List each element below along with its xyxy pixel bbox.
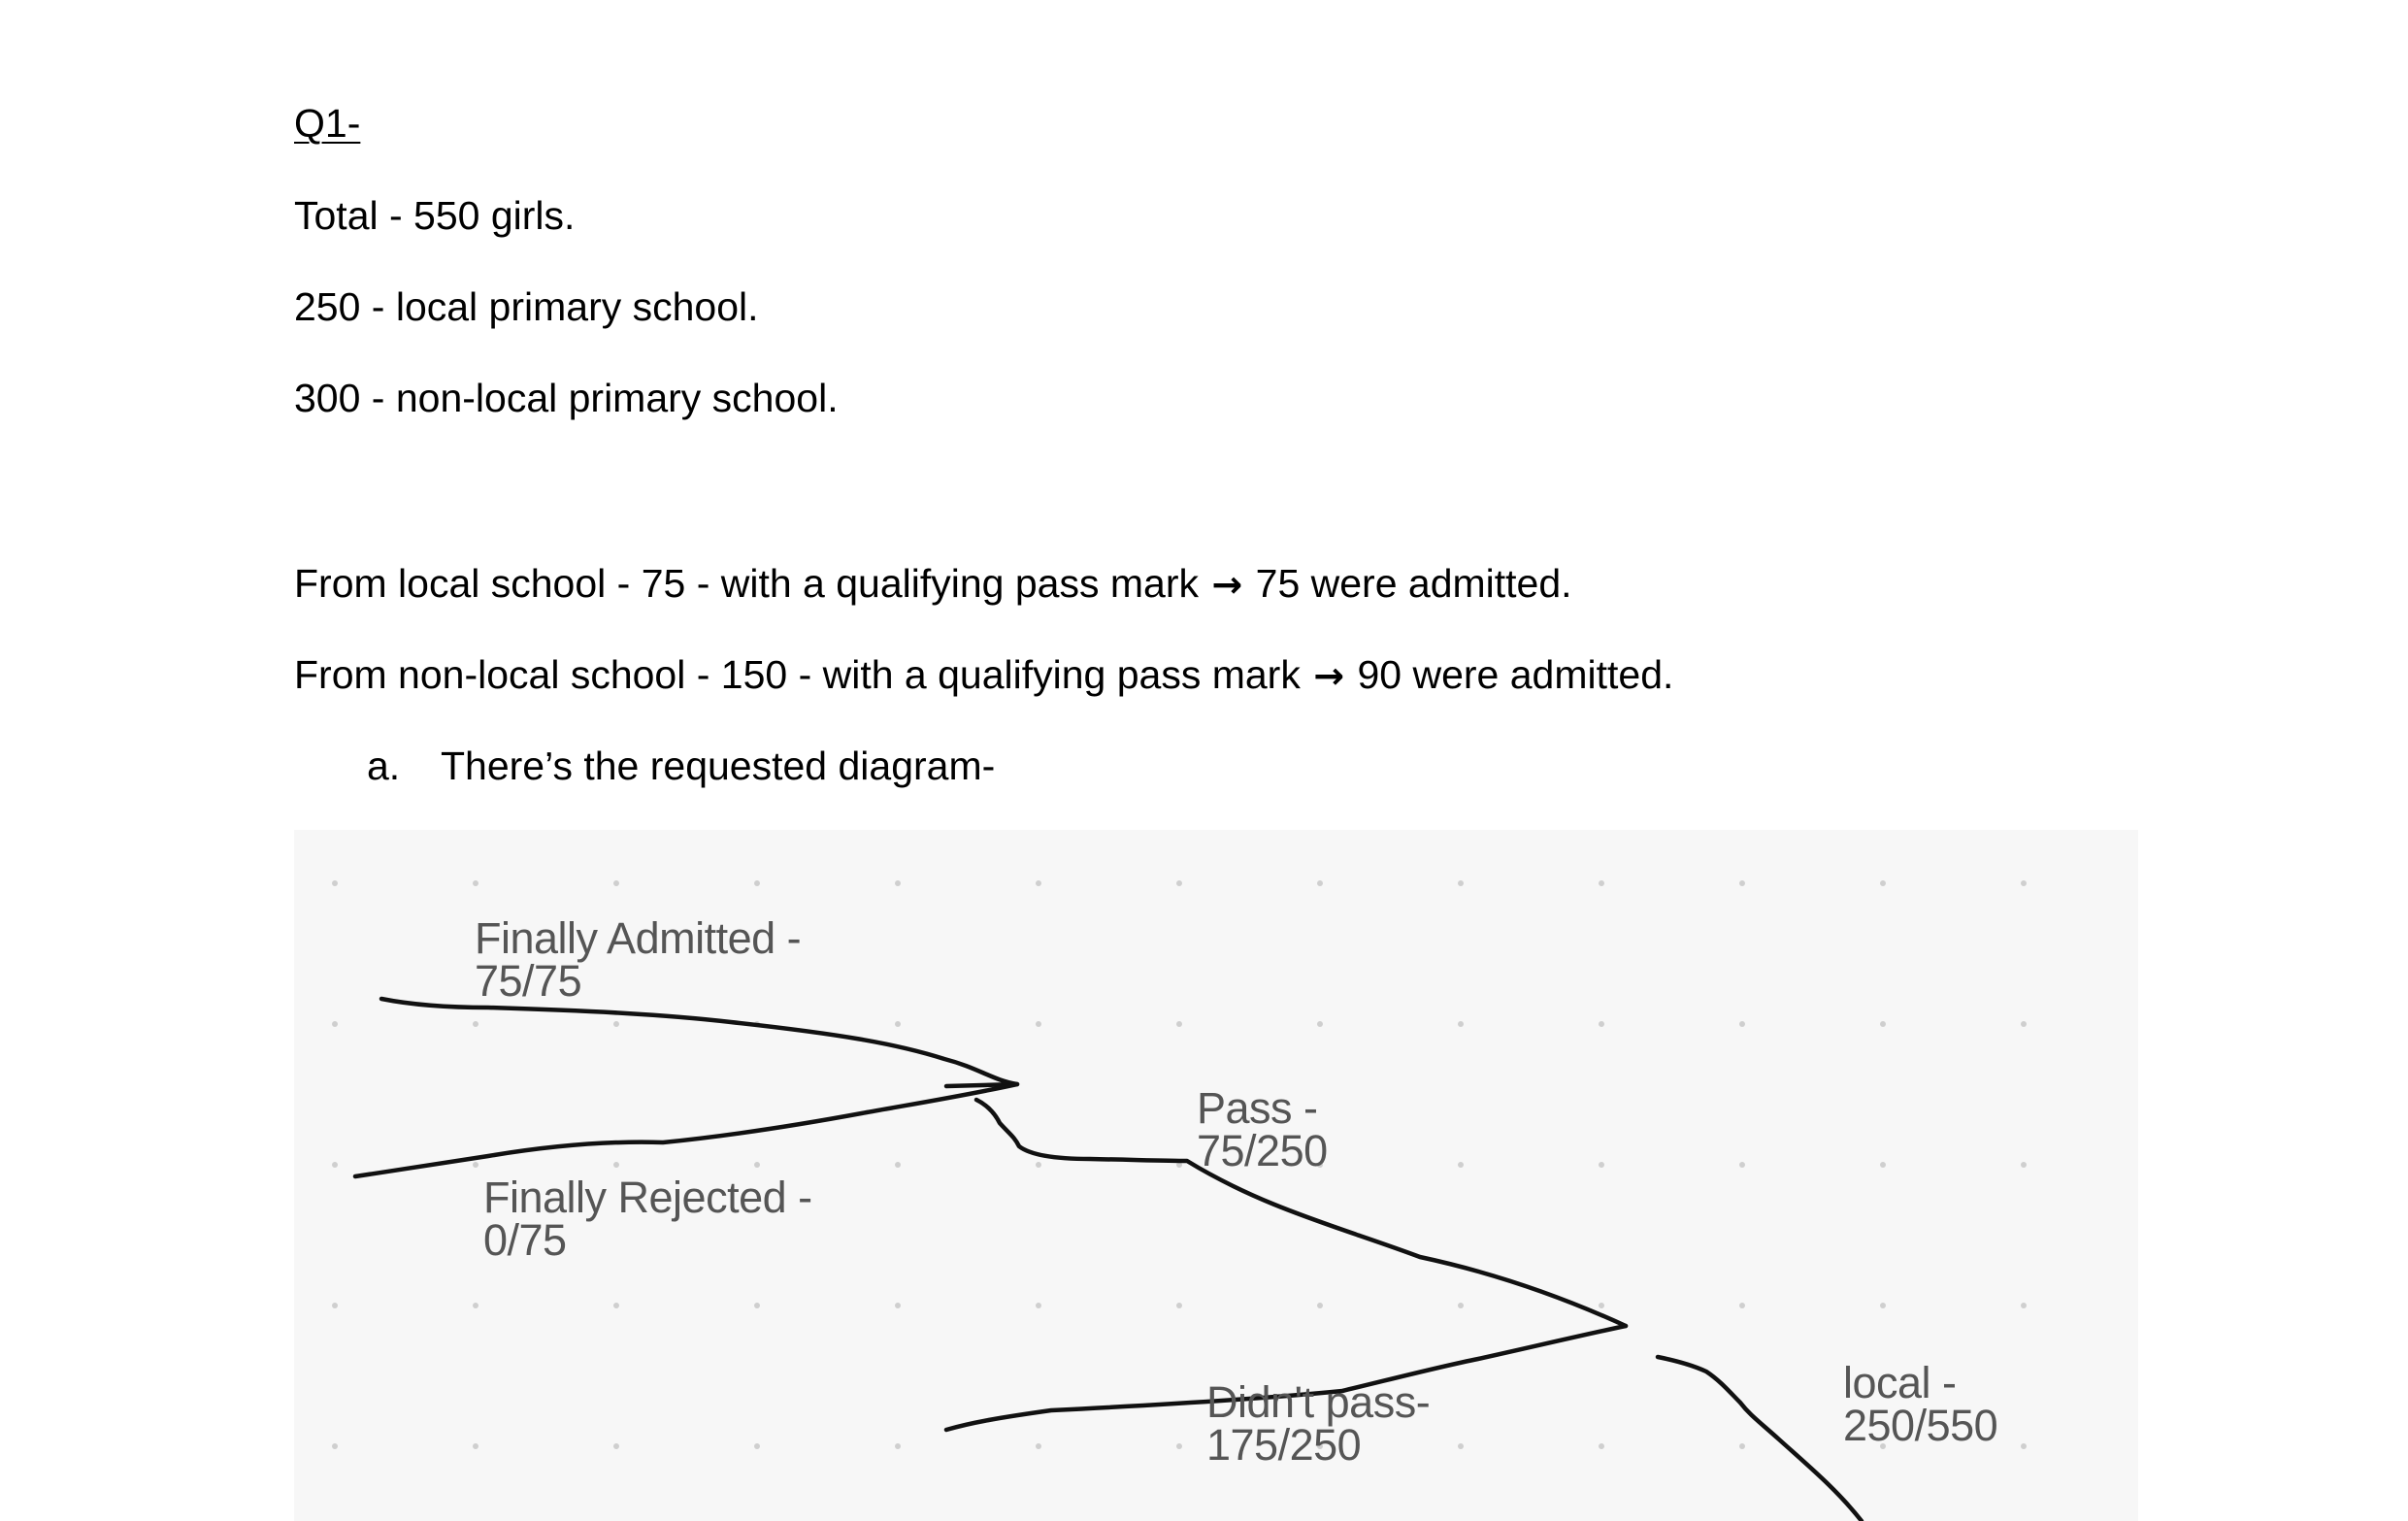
grid-dot <box>613 1303 619 1308</box>
grid-dot <box>1599 1443 1604 1449</box>
grid-dot <box>1739 1162 1745 1168</box>
label-local: local - 250/550 <box>1843 1358 1998 1450</box>
grid-dot <box>613 1443 619 1449</box>
admission-local-text: From local school - 75 - with a qualifying pass mark <box>294 561 1199 606</box>
grid-dot <box>1739 1021 1745 1027</box>
list-marker: a. <box>367 744 401 788</box>
grid-dot <box>2021 1162 2027 1168</box>
admission-nonlocal-result: 90 were admitted. <box>1357 652 1674 697</box>
grid-dot <box>1036 1443 1041 1449</box>
fact-local: 250 - local primary school. <box>294 284 759 329</box>
branch-finally-admitted <box>381 999 1017 1086</box>
grid-dot <box>2021 1021 2027 1027</box>
admission-local-result: 75 were admitted. <box>1255 561 1572 606</box>
grid-dot <box>473 1021 478 1027</box>
grid-dot <box>1458 1443 1464 1449</box>
grid-dot <box>1880 880 1886 886</box>
grid-dot <box>1739 1443 1745 1449</box>
grid-dot <box>1880 1303 1886 1308</box>
grid-dot <box>2021 1443 2027 1449</box>
branch-local <box>1658 1357 1862 1521</box>
grid-dot <box>1176 1021 1182 1027</box>
grid-dot <box>1317 1303 1323 1308</box>
grid-dot <box>1739 880 1745 886</box>
grid-dot <box>1599 880 1604 886</box>
grid-dot <box>1599 1021 1604 1027</box>
grid-dot <box>1176 880 1182 886</box>
label-finally-rejected: Finally Rejected - 0/75 <box>483 1173 812 1265</box>
grid-dot <box>613 880 619 886</box>
question-heading: Q1- <box>294 101 361 146</box>
admission-nonlocal-text: From non-local school - 150 - with a qualifying pass mark <box>294 652 1301 697</box>
grid-dot <box>473 1303 478 1308</box>
grid-dot <box>1739 1303 1745 1308</box>
grid-dot <box>613 1021 619 1027</box>
grid-dot <box>1317 880 1323 886</box>
admission-local-line <box>294 560 1572 608</box>
admission-nonlocal-line <box>294 651 1673 699</box>
fact-nonlocal: 300 - non-local primary school. <box>294 376 839 420</box>
grid-dot <box>895 1443 901 1449</box>
grid-dot <box>2021 880 2027 886</box>
grid-dot <box>895 1021 901 1027</box>
grid-dot <box>895 880 901 886</box>
label-pass: Pass - 75/250 <box>1197 1083 1328 1175</box>
grid-dot <box>754 1303 760 1308</box>
grid-dot <box>1176 1303 1182 1308</box>
grid-dot <box>754 1443 760 1449</box>
grid-dot <box>2021 1303 2027 1308</box>
grid-dot <box>895 1162 901 1168</box>
label-didnt-pass: Didn't pass- 175/250 <box>1206 1377 1431 1470</box>
grid-dot <box>1458 1021 1464 1027</box>
tree-diagram <box>294 830 2138 1521</box>
grid-dot <box>1036 1303 1041 1308</box>
grid-dot <box>1880 1162 1886 1168</box>
grid-dot <box>613 1162 619 1168</box>
fact-total: Total - 550 girls. <box>294 193 576 238</box>
grid-dot <box>1599 1162 1604 1168</box>
grid-dot <box>1317 1021 1323 1027</box>
label-finally-admitted: Finally Admitted - 75/75 <box>475 913 802 1006</box>
list-item-a <box>367 743 995 789</box>
grid-dot <box>332 1303 338 1308</box>
grid-dot <box>1880 1021 1886 1027</box>
grid-dot <box>332 1021 338 1027</box>
grid-dot <box>1599 1303 1604 1308</box>
grid-dot <box>332 880 338 886</box>
grid-dot <box>1458 1303 1464 1308</box>
grid-dot <box>473 880 478 886</box>
grid-dot <box>1036 1021 1041 1027</box>
grid-dot <box>754 880 760 886</box>
grid-dot <box>1036 880 1041 886</box>
grid-dot <box>332 1443 338 1449</box>
grid-dot <box>1458 880 1464 886</box>
grid-dot <box>473 1162 478 1168</box>
right-arrow-icon: → <box>1313 654 1345 697</box>
grid-dot <box>1176 1443 1182 1449</box>
grid-dot <box>754 1162 760 1168</box>
grid-dot <box>1036 1162 1041 1168</box>
grid-dot <box>1458 1162 1464 1168</box>
grid-dot <box>473 1443 478 1449</box>
grid-dot <box>895 1303 901 1308</box>
list-item-text: There’s the requested diagram- <box>441 744 996 788</box>
right-arrow-icon: → <box>1211 563 1243 606</box>
grid-dot <box>332 1162 338 1168</box>
branch-finally-rejected <box>355 1084 1017 1176</box>
